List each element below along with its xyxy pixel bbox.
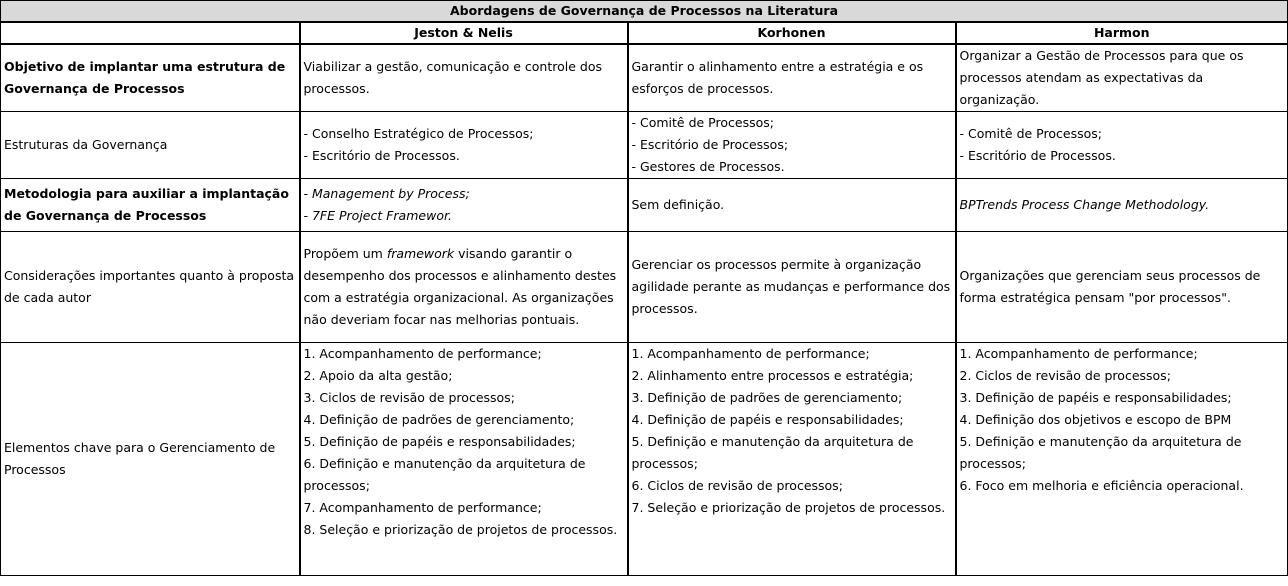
list-item: 3. Definição de papéis e responsabilidades; bbox=[959, 390, 1232, 405]
list-item: 5. Definição e manutenção da arquitetura de processos; bbox=[959, 434, 1242, 471]
cell-korhonen-consideracoes: Gerenciar os processos permite à organização agilidade perante as mudanças e performance dos processos. bbox=[628, 232, 956, 343]
header-jeston-nelis: Jeston & Nelis bbox=[300, 22, 628, 44]
cell-jeston-metodologia bbox=[300, 179, 628, 232]
list-item: 2. Alinhamento entre processos e estratégia; bbox=[631, 368, 914, 383]
list-item: - Escritório de Processos; bbox=[631, 137, 789, 152]
header-empty bbox=[1, 22, 300, 44]
cell-jeston-objetivo: Viabilizar a gestão, comunicação e controle dos processos. bbox=[300, 44, 628, 112]
list-item: - Conselho Estratégico de Processos; bbox=[303, 126, 534, 141]
list-item: 5. Definição de papéis e responsabilidades; bbox=[303, 434, 576, 449]
cell-jeston-elementos bbox=[300, 343, 628, 576]
list-item: 6. Ciclos de revisão de processos; bbox=[631, 478, 843, 493]
list-item: 6. Definição e manutenção da arquitetura de processos; bbox=[303, 456, 586, 493]
list-item: 5. Definição e manutenção da arquitetura de processos; bbox=[631, 434, 914, 471]
table-title: Abordagens de Governança de Processos na Literatura bbox=[1, 1, 1288, 23]
cell-korhonen-objetivo: Garantir o alinhamento entre a estratégia e os esforços de processos. bbox=[628, 44, 956, 112]
row-label-elementos: Elementos chave para o Gerenciamento de Processos bbox=[1, 343, 300, 576]
table-row bbox=[1, 232, 1288, 343]
list-item: - 7FE Project Framewor. bbox=[303, 208, 452, 223]
cell-jeston-consideracoes: Propõem um framework visando garantir o desempenho dos processos e alinhamento destes com a estratégia organizacional. As organizações não deveriam focar nas melhorias pontuais. bbox=[300, 232, 628, 343]
list-item: - Management by Process; bbox=[303, 186, 470, 201]
cell-korhonen-metodologia: Sem definição. bbox=[628, 179, 956, 232]
list-item: 4. Definição de papéis e responsabilidades; bbox=[631, 412, 904, 427]
list-item: 4. Definição dos objetivos e escopo de BPM bbox=[959, 412, 1232, 427]
cell-jeston-estruturas bbox=[300, 112, 628, 179]
list-item: 3. Definição de padrões de gerenciamento; bbox=[631, 390, 903, 405]
list-item: 4. Definição de padrões de gerenciamento; bbox=[303, 412, 575, 427]
row-label-consideracoes: Considerações importantes quanto à proposta de cada autor bbox=[1, 232, 300, 343]
cell-harmon-elementos bbox=[956, 343, 1288, 576]
list-item: - Escritório de Processos. bbox=[303, 148, 460, 163]
cell-harmon-metodologia: BPTrends Process Change Methodology. bbox=[956, 179, 1288, 232]
table-row bbox=[1, 179, 1288, 232]
row-label-estruturas: Estruturas da Governança bbox=[1, 112, 300, 179]
cell-harmon-estruturas bbox=[956, 112, 1288, 179]
list-item: 2. Apoio da alta gestão; bbox=[303, 368, 453, 383]
cell-harmon-objetivo: Organizar a Gestão de Processos para que os processos atendam as expectativas da organização. bbox=[956, 44, 1288, 112]
list-item: 3. Ciclos de revisão de processos; bbox=[303, 390, 515, 405]
list-item: 1. Acompanhamento de performance; bbox=[631, 346, 870, 361]
cell-korhonen-elementos bbox=[628, 343, 956, 576]
row-label-metodologia: Metodologia para auxiliar a implantação de Governança de Processos bbox=[1, 179, 300, 232]
list-item: - Escritório de Processos. bbox=[959, 148, 1116, 163]
list-item: - Comitê de Processos; bbox=[959, 126, 1102, 141]
header-korhonen: Korhonen bbox=[628, 22, 956, 44]
list-item: - Gestores de Processos. bbox=[631, 159, 785, 174]
table-row bbox=[1, 112, 1288, 179]
list-item: 6. Foco em melhoria e eficiência operacional. bbox=[959, 478, 1244, 493]
header-harmon: Harmon bbox=[956, 22, 1288, 44]
row-label-objetivo: Objetivo de implantar uma estrutura de Governança de Processos bbox=[1, 44, 300, 112]
list-item: 7. Seleção e priorização de projetos de processos. bbox=[631, 500, 946, 515]
table-row bbox=[1, 44, 1288, 112]
cell-korhonen-estruturas bbox=[628, 112, 956, 179]
list-item: 2. Ciclos de revisão de processos; bbox=[959, 368, 1171, 383]
list-item: 8. Seleção e priorização de projetos de processos. bbox=[303, 522, 618, 537]
list-item: 1. Acompanhamento de performance; bbox=[303, 346, 542, 361]
list-item: 7. Acompanhamento de performance; bbox=[303, 500, 542, 515]
table-row bbox=[1, 343, 1288, 576]
list-item: 1. Acompanhamento de performance; bbox=[959, 346, 1198, 361]
cell-harmon-consideracoes: Organizações que gerenciam seus processos de forma estratégica pensam "por processos". bbox=[956, 232, 1288, 343]
list-item: - Comitê de Processos; bbox=[631, 115, 774, 130]
